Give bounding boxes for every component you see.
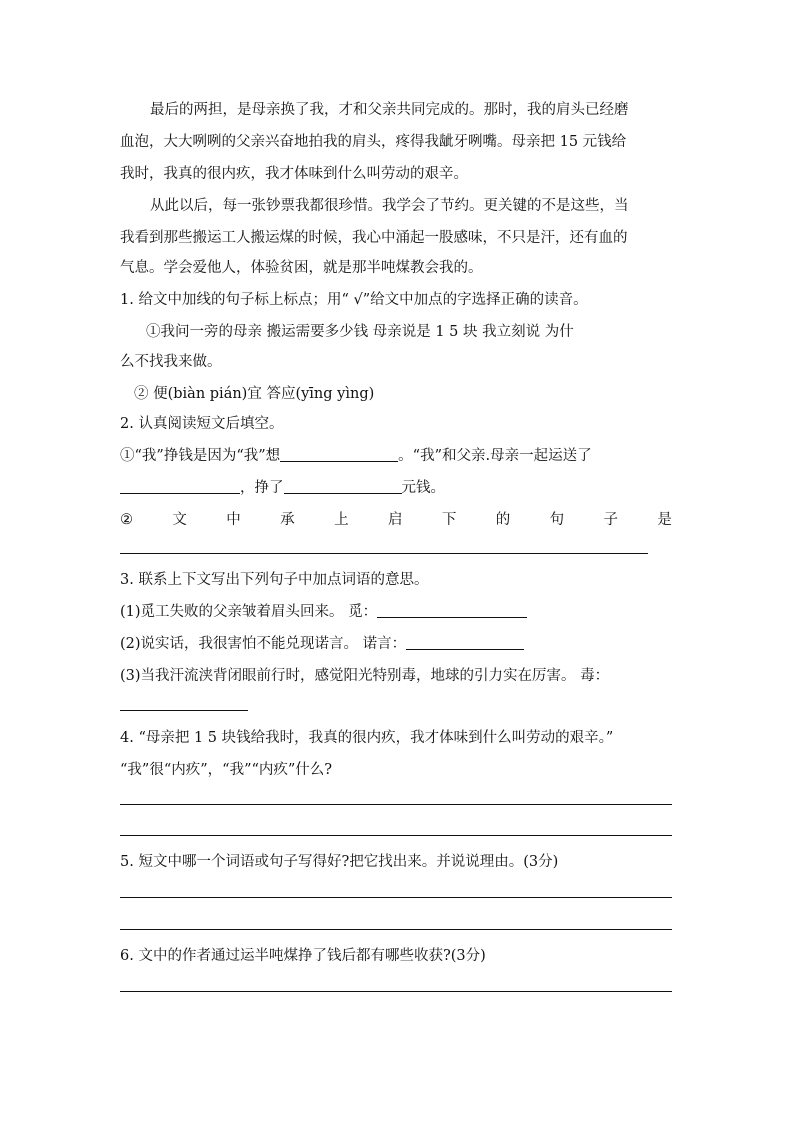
q2-item2-char: 文 <box>172 512 187 528</box>
q3-blank-1[interactable] <box>377 601 527 618</box>
q2-item2-char: 下 <box>441 512 457 528</box>
q2-item2-char: 启 <box>387 512 403 528</box>
q4-answer-line-2[interactable] <box>120 835 672 836</box>
q3-item1-text: (1)觅工失败的父亲皱着眉头回来。 觅： <box>120 604 378 620</box>
q3-item2-text: (2)说实话，我很害怕不能兑现诺言。 诺言： <box>120 636 407 652</box>
passage-p1-line2: 血泡，大大咧咧的父亲兴奋地拍我的肩头，疼得我龇牙咧嘴。母亲把 15 元钱给 <box>120 134 627 150</box>
q3-blank-3[interactable] <box>120 710 248 711</box>
q1-item1-line1: ①我问一旁的母亲 搬运需要多少钱 母亲说是 1 5 块 我立刻说 为什 <box>146 324 574 340</box>
q2-blank-money[interactable] <box>284 477 402 494</box>
passage-p2-line3: 气息。学会爱他人，体验贫困，就是那半吨煤教会我的。 <box>120 260 483 276</box>
q4-line1: 4. “母亲把 1 5 块钱给我时，我真的很内疚，我才体味到什么叫劳动的艰辛。” <box>120 730 614 746</box>
q2-item1-text-b: 。“我”和父亲.母亲一起运送了 <box>398 448 592 464</box>
q2-answer-line[interactable] <box>120 553 648 554</box>
q2-item2-chars <box>120 509 672 531</box>
q3-item1-row <box>120 601 672 623</box>
q6-answer-line[interactable] <box>120 991 672 992</box>
q3-stem: 3. 联系上下文写出下列句子中加点词语的意思。 <box>120 572 429 588</box>
passage-p1-line3: 我时，我真的很内疚，我才体味到什么叫劳动的艰辛。 <box>120 166 468 182</box>
passage-p2-line1: 从此以后，每一张钞票我都很珍惜。我学会了节约。更关键的不是这些，当 <box>150 198 629 214</box>
q2-item1-text-a: ①“我”挣钱是因为“我”想 <box>120 448 281 464</box>
q2-item2-char: 上 <box>334 512 349 528</box>
q4-answer-line-1[interactable] <box>120 804 672 805</box>
q6-stem: 6. 文中的作者通过运半吨煤挣了钱后都有哪些收获?(3分) <box>120 948 486 964</box>
q2-item2-row <box>120 509 672 531</box>
q2-item2-char: 句 <box>549 512 565 528</box>
q2-item1-text-d: 元钱。 <box>401 480 445 496</box>
q5-answer-line-1[interactable] <box>120 897 672 898</box>
q2-blank-reason[interactable] <box>280 445 398 462</box>
passage-p1-line1: 最后的两担，是母亲换了我，才和父亲共同完成的。那时，我的肩头已经磨 <box>150 102 629 118</box>
q5-answer-line-2[interactable] <box>120 929 672 930</box>
passage-p2-line2: 我看到那些搬运工人搬运煤的时候，我心中涌起一股感味，不只是汗，还有血的 <box>120 230 628 246</box>
q1-item2: ② 便(biàn pián)宜 答应(yīng yìng) <box>134 386 375 402</box>
q2-item2-char: 中 <box>226 512 241 528</box>
q3-item2-row <box>120 633 672 655</box>
q3-item3-text: (3)当我汗流浃背闭眼前行时，感觉阳光特别毒，地球的引力实在厉害。 毒： <box>120 668 610 684</box>
q1-stem: 1. 给文中加线的句子标上标点；用“ √”给文中加点的字选择正确的读音。 <box>120 292 588 308</box>
q1-item1-line2: 么不找我来做。 <box>120 354 222 370</box>
q3-blank-2[interactable] <box>406 633 524 650</box>
q2-item2-char: 的 <box>495 512 511 528</box>
q4-line2: “我”很“内疚”，“我”“内疚”什么? <box>120 762 333 778</box>
q2-item2-char: ② <box>120 512 133 528</box>
q2-item2-char: 承 <box>280 512 295 528</box>
q2-item1-text-c: ，挣了 <box>240 480 284 496</box>
q2-item1-row1 <box>120 445 672 467</box>
q2-blank-amount[interactable] <box>120 477 240 494</box>
q2-stem: 2. 认真阅读短文后填空。 <box>120 416 284 432</box>
q2-item2-char: 子 <box>603 512 619 528</box>
q2-item2-char: 是 <box>657 512 672 528</box>
q2-item1-row2 <box>120 477 672 499</box>
q5-stem: 5. 短文中哪一个词语或句子写得好?把它找出来。并说说理由。(3分) <box>120 854 559 870</box>
